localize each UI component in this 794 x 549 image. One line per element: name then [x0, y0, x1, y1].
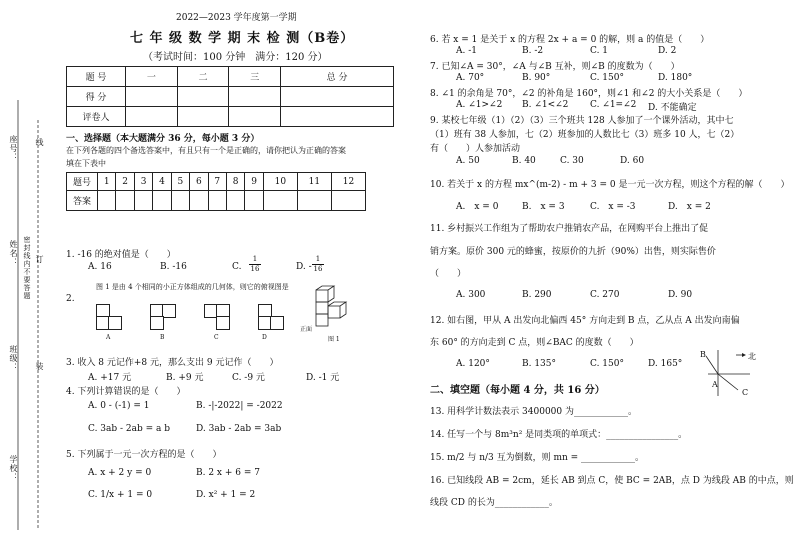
question-11-line: 11. 乡村振兴工作组为了帮助农户推销农产品，在网购平台上推出了促 [430, 224, 709, 234]
option-b: B. -|-2022| = -2022 [196, 401, 283, 411]
option-a: A. 70° [456, 73, 485, 83]
question-2-num: 2. [66, 294, 75, 304]
option-d: D. x = 2 [668, 202, 711, 212]
answer-cell[interactable] [226, 191, 244, 211]
option-d: D. 180° [658, 73, 693, 83]
cut-mark: 订 [35, 255, 44, 264]
option-d: D. 90 [668, 290, 693, 300]
answer-cell[interactable] [190, 191, 208, 211]
score-cell[interactable] [126, 87, 178, 107]
score-cell[interactable] [177, 87, 229, 107]
school-label: 学校： [9, 455, 18, 482]
section2-title: 二、填空题（每小题 4 分，共 16 分） [430, 385, 605, 396]
answer-table-header: 1 [98, 173, 116, 191]
answer-cell[interactable] [116, 191, 134, 211]
option-d: D. 2 [658, 46, 677, 56]
fraction: 1 16 [250, 255, 260, 273]
question-11-line: （ ） [430, 269, 467, 279]
option-b: B. 90° [522, 73, 551, 83]
score-cell[interactable] [126, 107, 178, 127]
question-11-line: 销方案。原价 300 元的蜂蜜，按原价的九折（90%）出售，则实际售价 [430, 247, 716, 257]
page-title: 七 年 级 数 学 期 末 检 测（B卷） [130, 31, 355, 46]
answer-cell[interactable] [134, 191, 152, 211]
fraction: 1 16 [313, 255, 323, 273]
answer-row-label: 答案 [67, 191, 98, 211]
option-d: D. 60 [620, 156, 645, 166]
exam-info: （考试时间：100 分钟 满分：120 分） [143, 52, 328, 63]
question-9-line: 9. 某校七年级（1）（2）（3）三个班共 128 人参加了一个课外活动，其中七 [430, 116, 734, 126]
answer-table-header: 11 [297, 173, 331, 191]
answer-table-header: 2 [116, 173, 134, 191]
answer-cell[interactable] [245, 191, 263, 211]
score-cell[interactable] [229, 107, 281, 127]
figure-1-label: 图 1 [328, 336, 340, 343]
option-b: B. 290 [522, 290, 552, 300]
question-7-stem: 7. 已知∠A = 30°，∠A 与∠B 互补，则∠B 的度数为（ ） [430, 62, 680, 72]
question-12-line: 东 60° 的方向走到 C 点，则∠BAC 的度数（ ） [430, 338, 639, 348]
option-c: C. -9 元 [232, 373, 265, 383]
score-cell[interactable] [177, 107, 229, 127]
answer-table-header: 7 [208, 173, 226, 191]
answer-table-header: 8 [226, 173, 244, 191]
answer-cell[interactable] [297, 191, 331, 211]
score-table-header: 题 号 [67, 67, 126, 87]
option-c: C. 1/x + 1 = 0 [88, 490, 153, 500]
point-a-label: A [712, 380, 718, 389]
section1-instruction: 填在下表中 [66, 159, 106, 168]
option-a: A. 50 [456, 156, 480, 166]
question-1-stem: 1. -16 的绝对值是（ ） [66, 250, 176, 260]
answer-table-header: 3 [134, 173, 152, 191]
question-13: 13. 用科学计数法表示 3400000 为____________。 [430, 407, 637, 417]
question-4-stem: 4. 下列计算错误的是（ ） [66, 387, 186, 397]
option-a: A. x = 0 [456, 202, 499, 212]
question-14: 14. 任写一个与 8m³n² 是同类项的单项式：________________。 [430, 430, 688, 440]
answer-cell[interactable] [263, 191, 297, 211]
school-year: 2022—2023 学年度第一学期 [176, 13, 297, 23]
score-table-header: 总 分 [281, 67, 394, 87]
point-c-label: C [742, 388, 749, 397]
option-a: A. 16 [88, 262, 112, 272]
point-b-label: B [700, 350, 706, 359]
option-c: C. 30 [560, 156, 584, 166]
option-a: A. x + 2 y = 0 [88, 468, 152, 478]
option-b: B. -16 [160, 262, 187, 272]
no-answer-note: 密封线内不要答题 [23, 236, 31, 300]
option-c: C. 150° [590, 73, 624, 83]
binding-lines [0, 0, 60, 549]
question-10-stem: 10. 若关于 x 的方程 mx^(m-2) - m + 3 = 0 是一元一次方程，则这个方程的解（ ） [430, 180, 790, 190]
question-2-caption: 图 1 是由 4 个相同的小正方体组成的几何体，则它的俯视图是 [96, 283, 289, 291]
option-a: A. +17 元 [88, 373, 132, 383]
option-b: B. 2 x + 6 = 7 [196, 468, 260, 478]
option-d: D. x² + 1 = 2 [196, 490, 256, 500]
option-c: C. 3ab - 2ab = a b [88, 424, 171, 434]
answer-table-header: 9 [245, 173, 263, 191]
cube-figure [306, 284, 362, 340]
option-b: B. x = 3 [522, 202, 565, 212]
answer-table-header: 题号 [67, 173, 98, 191]
option-c: C. [232, 262, 242, 272]
question-9-line: 有（ ）人参加活动 [430, 144, 521, 154]
section1-instruction: 在下列各题的四个备选答案中，有且只有一个是正确的，请你把认为正确的答案 [66, 146, 346, 155]
cut-mark: 装 [35, 362, 44, 371]
option-b: B. ∠1<∠2 [522, 100, 569, 110]
section1-title: 一、选择题（本大题满分 36 分，每小题 3 分） [66, 134, 260, 144]
option-a: A. 300 [456, 290, 486, 300]
score-table-header: 二 [177, 67, 229, 87]
score-table-header: 一 [126, 67, 178, 87]
answer-table-header: 4 [153, 173, 171, 191]
answer-table-header: 10 [263, 173, 297, 191]
question-9-line: （1）班有 38 人参加，七（2）班参加的人数比七（3）班多 10 人，七（2） [430, 130, 740, 140]
score-cell[interactable] [229, 87, 281, 107]
option-c: C. ∠1=∠2 [590, 100, 637, 110]
score-cell[interactable] [281, 107, 394, 127]
class-label: 班级： [9, 345, 18, 372]
question-5-stem: 5. 下列属于一元一次方程的是（ ） [66, 450, 222, 460]
answer-table-header: 6 [190, 173, 208, 191]
question-16-line: 16. 已知线段 AB = 2cm，延长 AB 到点 C，使 BC = 2AB，点 D 为线段 AB 的中点，则 [430, 476, 794, 486]
front-label: 正面 [300, 326, 313, 333]
option-a: A. ∠1>∠2 [456, 100, 503, 110]
answer-cell[interactable] [171, 191, 189, 211]
option-d: D. 不能确定 [648, 103, 697, 113]
option-d: D. 3ab - 2ab = 3ab [196, 424, 282, 434]
answer-table-header: 12 [331, 173, 365, 191]
score-table-header: 三 [229, 67, 281, 87]
score-table [66, 66, 394, 127]
option-b: B. 135° [522, 359, 557, 369]
answer-cell[interactable] [331, 191, 365, 211]
option-a: A. -1 [456, 46, 477, 56]
option-d: D. 165° [648, 359, 683, 369]
question-16-line: 线段 CD 的长为____________。 [430, 498, 558, 508]
option-a: A. 0 - (-1) = 1 [88, 401, 150, 411]
question-15: 15. m/2 与 n/3 互为倒数，则 mn = ____________。 [430, 453, 645, 463]
score-cell[interactable] [281, 87, 394, 107]
option-b: B. -2 [522, 46, 544, 56]
question-3-stem: 3. 收入 8 元记作+8 元，那么支出 9 元记作（ ） [66, 358, 279, 368]
answer-cell[interactable] [153, 191, 171, 211]
option-c: C. 150° [590, 359, 624, 369]
option-b: B. +9 元 [166, 373, 204, 383]
option-d: D. -1 元 [306, 373, 340, 383]
answer-cell[interactable] [98, 191, 116, 211]
score-row-label: 评卷人 [67, 107, 126, 127]
question-8-stem: 8. ∠1 的余角是 70°，∠2 的补角是 160°，则∠1 和∠2 的大小关系是（ ） [430, 89, 748, 99]
answer-table [66, 172, 366, 211]
answer-cell[interactable] [208, 191, 226, 211]
option-c: C. 270 [590, 290, 620, 300]
cut-mark: 线 [35, 138, 44, 147]
option-a: A. 120° [456, 359, 490, 369]
name-label: 姓名： [9, 240, 18, 267]
answer-table-header: 5 [171, 173, 189, 191]
option-b: B. 40 [512, 156, 536, 166]
option-d: D. - [296, 262, 312, 272]
question-12-line: 12. 如右图，甲从 A 出发向北偏西 45° 方向走到 B 点，乙从点 A 出发向南偏 [430, 316, 740, 326]
question-6-stem: 6. 若 x = 1 是关于 x 的方程 2x + a = 0 的解，则 a 的值是（ ） [430, 35, 710, 45]
north-label: 北 [748, 352, 756, 361]
score-row-label: 得 分 [67, 87, 126, 107]
seat-label: 座号： [9, 135, 18, 162]
option-c: C. 1 [590, 46, 609, 56]
option-c: C. x = -3 [590, 202, 636, 212]
